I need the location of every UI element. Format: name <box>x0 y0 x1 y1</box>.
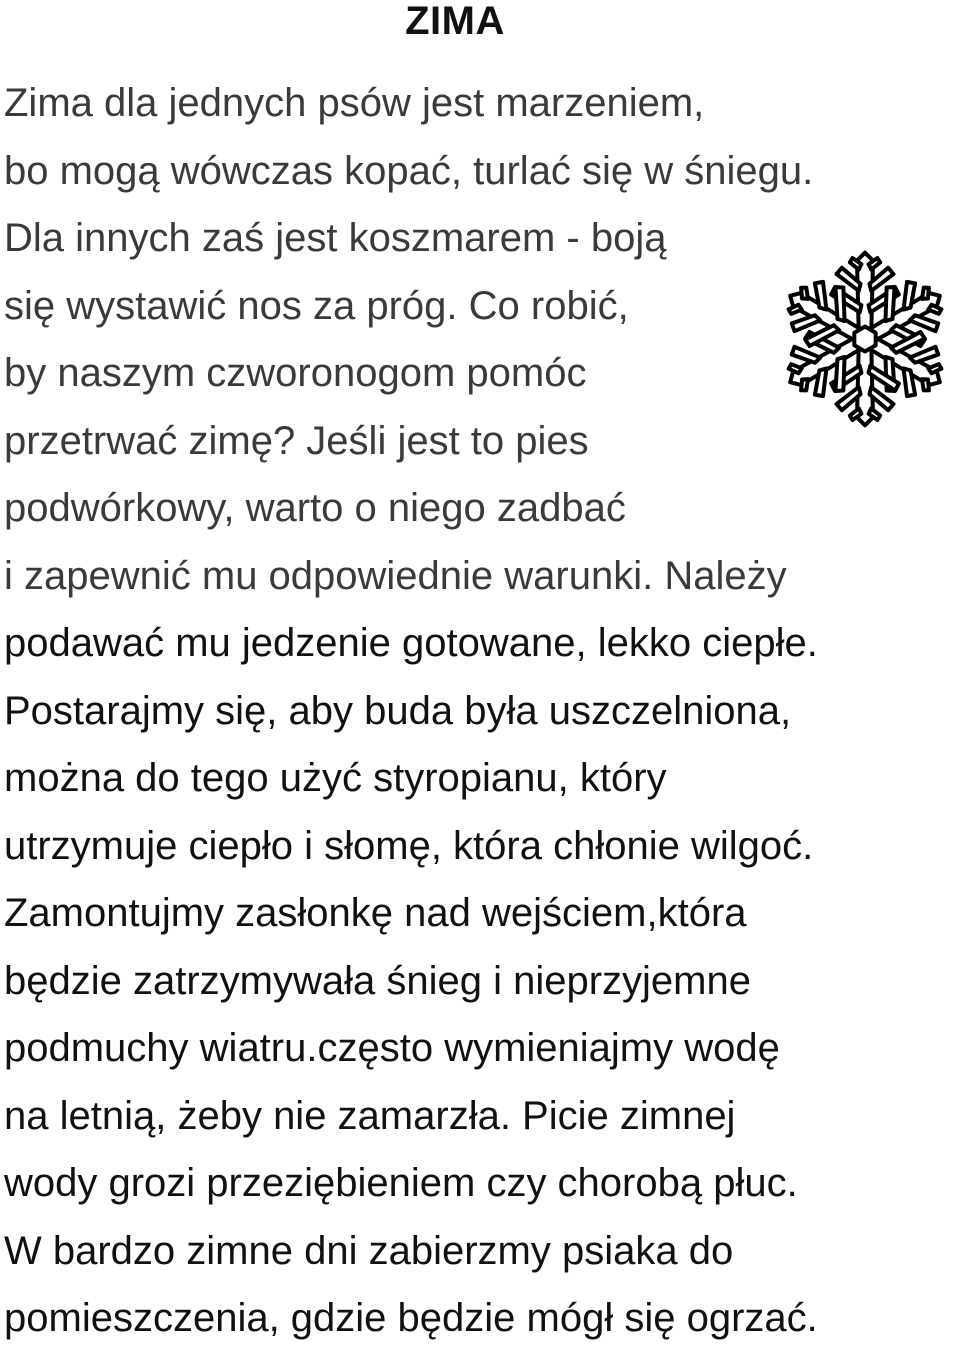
text-line: się wystawić nos za próg. Co robić, <box>4 283 629 328</box>
text-line: Zima dla jednych psów jest marzeniem, <box>4 81 705 125</box>
text-line: Zamontujmy zasłonkę nad wejściem,która <box>4 891 747 935</box>
snowflake-icon <box>776 250 954 428</box>
text-line: Postarajmy się, aby buda była uszczelniona, <box>4 688 792 733</box>
text-line: W bardzo zimne dni zabierzmy psiaka do <box>4 1228 734 1273</box>
text-line: można do tego użyć styropianu, który <box>4 756 667 800</box>
text-line: bo mogą wówczas kopać, turlać się w śniegu. <box>4 148 814 193</box>
text-line: podwórkowy, warto o niego zadbać <box>4 486 626 530</box>
text-line: Dla innych zaś jest koszmarem - boją <box>4 216 667 260</box>
text-line: podmuchy wiatru.często wymieniajmy wodę <box>4 1026 780 1070</box>
text-line: przetrwać zimę? Jeśli jest to pies <box>4 418 589 463</box>
text-line: i zapewnić mu odpowiednie warunki. Należy <box>4 553 787 598</box>
page-title: ZIMA <box>405 0 505 43</box>
text-line: by naszym czworonogom pomóc <box>4 351 587 395</box>
snowflake-arms <box>776 253 954 426</box>
text-line: będzie zatrzymywała śnieg i nieprzyjemne <box>4 958 751 1003</box>
text-line: utrzymuje ciepło i słomę, która chłonie wilgoć. <box>4 823 814 868</box>
text-line: wody grozi przeziębieniem czy chorobą płuc. <box>4 1161 798 1205</box>
text-line: pomieszczenia, gdzie będzie mógł się ogrzać. <box>4 1296 818 1340</box>
text-line: podawać mu jedzenie gotowane, lekko ciepłe. <box>4 621 818 665</box>
snowflake-center <box>854 327 875 352</box>
text-line: na letnią, żeby nie zamarzła. Picie zimnej <box>4 1093 736 1138</box>
